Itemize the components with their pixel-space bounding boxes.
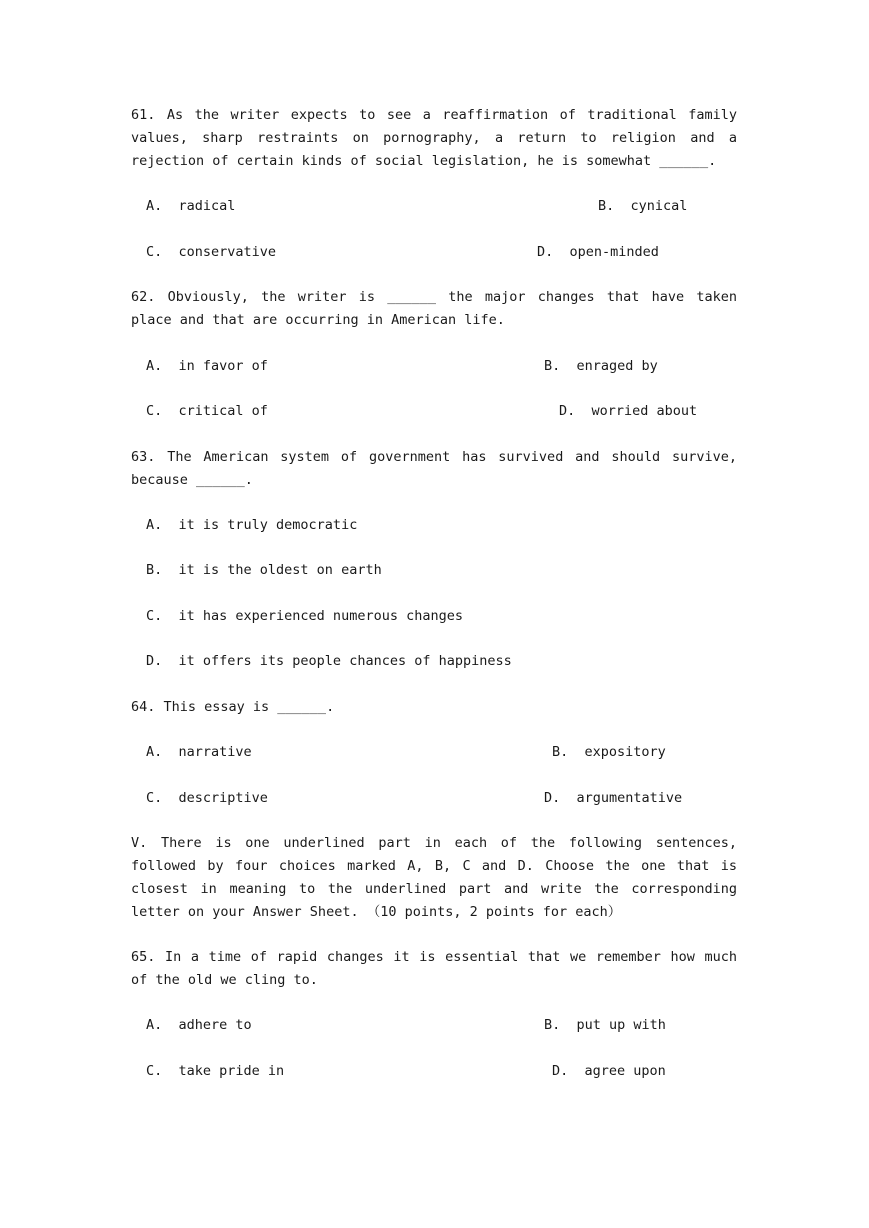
question-65-option-d: D. agree upon [552,1063,666,1079]
question-63-option-d: D. it offers its people chances of happiness [146,653,512,669]
question-63-option-c: C. it has experienced numerous changes [146,608,463,624]
question-61-option-d: D. open-minded [537,244,659,260]
question-62-option-a: A. in favor of [146,358,268,374]
question-64-option-a: A. narrative [146,744,252,760]
question-61-option-a: A. radical [146,198,236,214]
section-5-instructions: V. There is one underlined part in each of the following sentences, followed by four choices marked A, B, C and D. Choose the one that is closest in meaning to the underlined part and write the corresponding letter on your Answer Sheet. （10 points, 2 points for each） [131,835,737,920]
question-62-option-b: B. enraged by [544,358,658,374]
question-64-stem: 64. This essay is ______. [131,699,335,715]
question-63-stem: 63. The American system of government has survived and should survive, because ______. [131,449,737,488]
question-65-option-b: B. put up with [544,1017,666,1033]
question-61-option-b: B. cynical [598,198,688,214]
question-62-option-c: C. critical of [146,403,268,419]
question-63-option-b: B. it is the oldest on earth [146,562,382,578]
question-61-stem: 61. As the writer expects to see a reaffirmation of traditional family values, sharp restraints on pornography, a return to religion and a rejection of certain kinds of social legislation, he is somewhat ______. [131,107,737,169]
question-65-stem: 65. In a time of rapid changes it is essential that we remember how much of the old we cling to. [131,949,737,988]
question-65-option-c: C. take pride in [146,1063,285,1079]
question-64-option-b: B. expository [552,744,666,760]
question-64-option-d: D. argumentative [544,790,683,806]
question-62-option-d: D. worried about [559,403,698,419]
question-61-option-c: C. conservative [146,244,277,260]
question-65-option-a: A. adhere to [146,1017,252,1033]
question-63-option-a: A. it is truly democratic [146,517,358,533]
question-62-stem: 62. Obviously, the writer is ______ the major changes that have taken place and that are occurring in American life. [131,289,737,328]
question-64-option-c: C. descriptive [146,790,268,806]
